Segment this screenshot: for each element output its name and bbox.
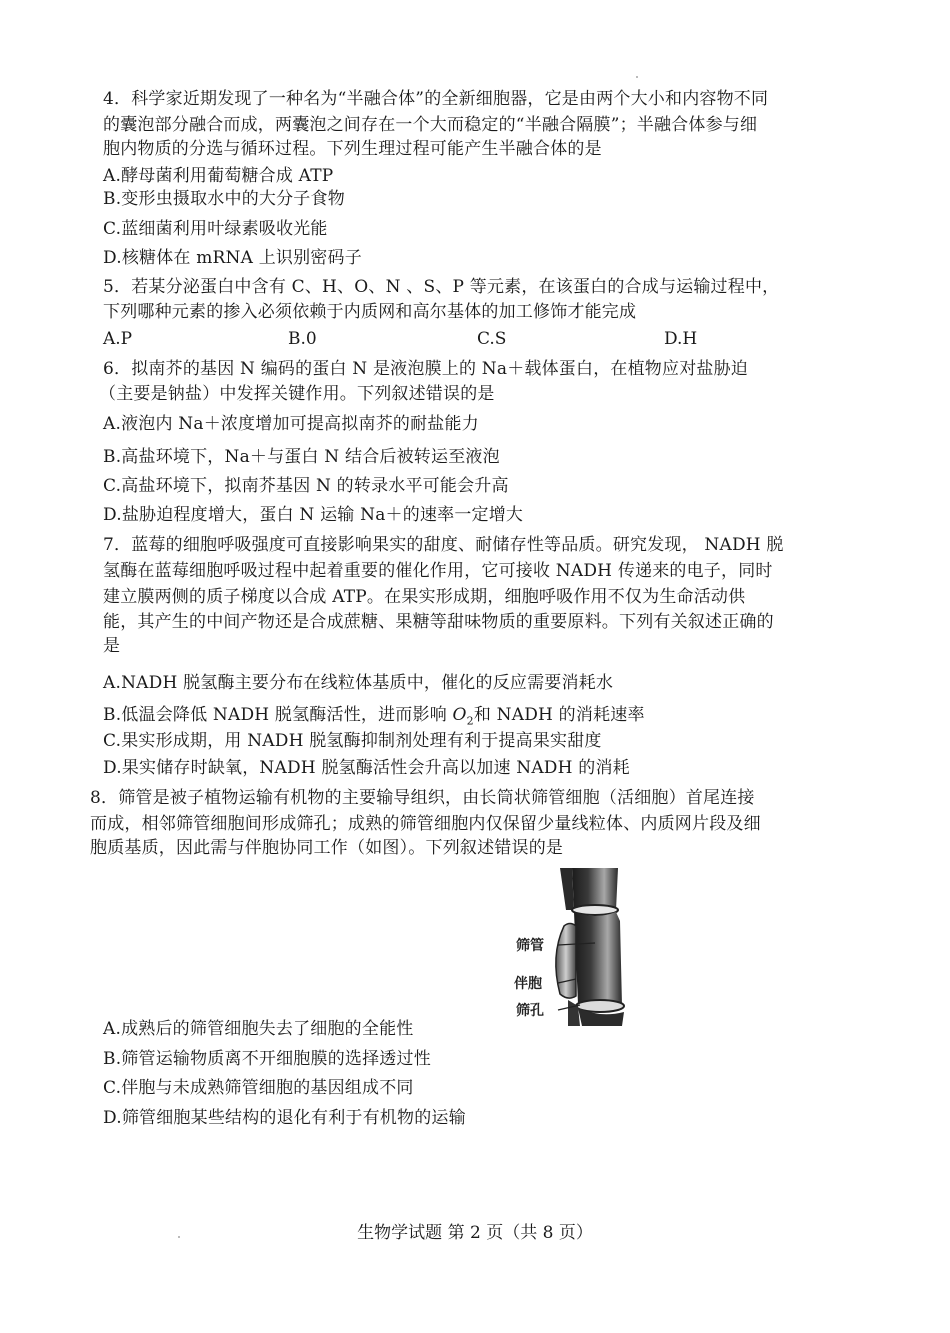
question-6-option-c: C.高盐环境下，拟南芥基因 N 的转录水平可能会升高 (103, 476, 509, 496)
page-footer: 生物学试题 第 2 页（共 8 页） (357, 1223, 593, 1243)
question-8-stem-line-1: 8．筛管是被子植物运输有机物的主要输导组织，由长筒状筛管细胞（活细胞）首尾连接 (90, 788, 755, 808)
question-4-stem-line-1: 4．科学家近期发现了一种名为“半融合体”的全新细胞器，它是由两个大小和内容物不同 (103, 89, 769, 109)
question-4-option-d: D.核糖体在 mRNA 上识别密码子 (103, 248, 362, 268)
question-6-option-b: B.高盐环境下，Na＋与蛋白 N 结合后被转运至液泡 (103, 447, 500, 467)
question-7-option-a: A.NADH 脱氢酶主要分布在线粒体基质中，催化的反应需要消耗水 (103, 673, 614, 693)
question-6-stem-line-1: 6．拟南芥的基因 N 编码的蛋白 N 是液泡膜上的 Na＋载体蛋白，在植物应对盐胁迫 (103, 359, 748, 379)
question-4-option-c: C.蓝细菌利用叶绿素吸收光能 (103, 219, 328, 239)
question-8-option-c: C.伴胞与未成熟筛管细胞的基因组成不同 (103, 1078, 414, 1098)
question-7-option-b-suffix: 和 NADH 的消耗速率 (473, 705, 645, 725)
question-4-stem-line-3: 胞内物质的分选与循环过程。下列生理过程可能产生半融合体的是 (103, 139, 602, 159)
question-5-stem-line-1: 5．若某分泌蛋白中含有 C、H、O、N 、S、P 等元素，在该蛋白的合成与运输过程中， (103, 277, 780, 297)
question-5-stem-line-2: 下列哪种元素的掺入必须依赖于内质网和高尔基体的加工修饰才能完成 (103, 302, 637, 322)
question-7-option-b (103, 704, 645, 732)
scan-dot (636, 76, 638, 78)
figure-label-sieve-tube: 筛管 (516, 938, 544, 954)
question-5-option-c: C.S (477, 329, 507, 349)
question-5-option-d: D.H (664, 329, 698, 349)
oxygen-subscript: 2 (466, 714, 474, 728)
question-7-stem-line-4: 能，其产生的中间产物还是合成蔗糖、果糖等甜味物质的重要原料。下列有关叙述正确的 (103, 612, 774, 632)
figure-label-companion-cell: 伴胞 (514, 976, 542, 992)
question-4-stem-line-2: 的囊泡部分融合而成，两囊泡之间存在一个大而稳定的“半融合隔膜”；半融合体参与细 (103, 115, 758, 135)
question-7-option-c: C.果实形成期，用 NADH 脱氢酶抑制剂处理有利于提高果实甜度 (103, 731, 602, 751)
question-4-option-a: A.酵母菌利用葡萄糖合成 ATP (103, 166, 334, 186)
question-7-option-b-prefix: B.低温会降低 NADH 脱氢酶活性，进而影响 (103, 705, 453, 725)
question-8-stem-line-2: 而成，相邻筛管细胞间形成筛孔；成熟的筛管细胞内仅保留少量线粒体、内质网片段及细 (90, 814, 761, 834)
sieve-tube-figure (514, 866, 645, 1028)
question-4-option-b: B.变形虫摄取水中的大分子食物 (103, 189, 345, 209)
question-8-stem-line-3: 胞质基质，因此需与伴胞协同工作（如图）。下列叙述错误的是 (90, 838, 564, 858)
question-5-option-b: B.0 (288, 329, 317, 349)
question-7-stem-line-3: 建立膜两侧的质子梯度以合成 ATP。在果实形成期，细胞呼吸作用不仅为生命活动供 (103, 587, 746, 607)
oxygen-symbol: O (452, 705, 467, 725)
question-7-stem-line-1: 7．蓝莓的细胞呼吸强度可直接影响果实的甜度、耐储存性等品质。研究发现， NADH 脱 (103, 535, 784, 555)
question-7-stem-line-2: 氢酶在蓝莓细胞呼吸过程中起着重要的催化作用，它可接收 NADH 传递来的电子，同时 (103, 561, 773, 581)
question-5-option-a: A.P (103, 329, 133, 349)
question-8-option-d: D.筛管细胞某些结构的退化有利于有机物的运输 (103, 1108, 466, 1128)
question-7-stem-line-5: 是 (103, 636, 121, 656)
figure-label-sieve-pore: 筛孔 (516, 1003, 544, 1019)
question-6-option-a: A.液泡内 Na＋浓度增加可提高拟南芥的耐盐能力 (103, 414, 479, 434)
question-8-option-b: B.筛管运输物质离不开细胞膜的选择透过性 (103, 1049, 431, 1069)
question-6-option-d: D.盐胁迫程度增大，蛋白 N 运输 Na＋的速率一定增大 (103, 505, 524, 525)
question-7-option-d: D.果实储存时缺氧，NADH 脱氢酶活性会升高以加速 NADH 的消耗 (103, 758, 630, 778)
question-6-stem-line-2: （主要是钠盐）中发挥关键作用。下列叙述错误的是 (99, 384, 495, 404)
question-8-option-a: A.成熟后的筛管细胞失去了细胞的全能性 (103, 1019, 414, 1039)
